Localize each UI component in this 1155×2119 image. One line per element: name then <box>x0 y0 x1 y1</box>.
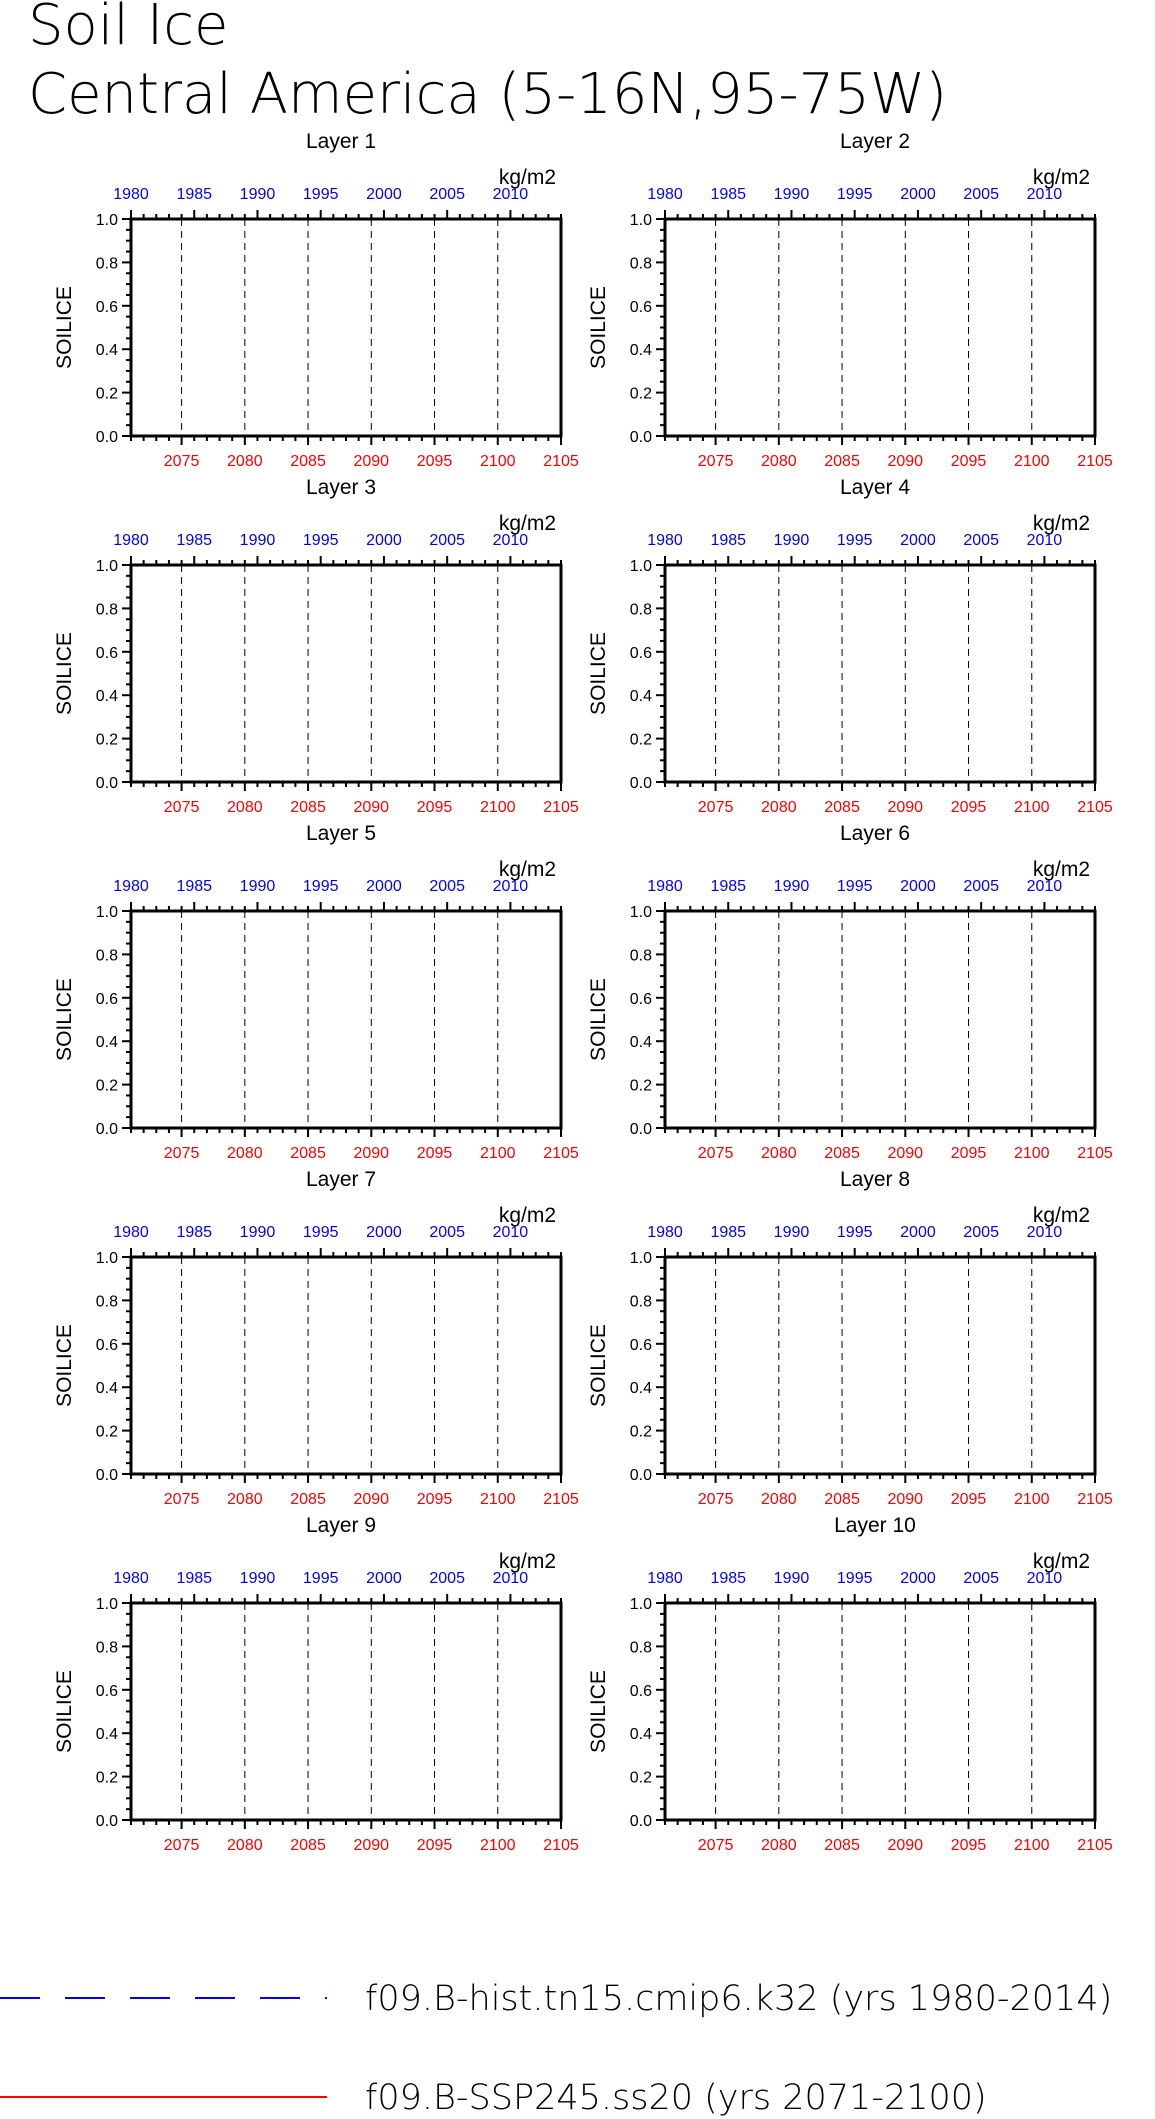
y-tick-label: 0.8 <box>95 1639 118 1657</box>
x-tick-label-bottom: 2080 <box>227 1491 263 1508</box>
x-tick-label-top: 2000 <box>366 186 402 203</box>
x-tick-label-top: 1990 <box>773 532 810 549</box>
x-tick-label-bottom: 2080 <box>227 453 263 470</box>
x-tick-label-top: 2005 <box>963 532 999 549</box>
x-tick-label-bottom: 2080 <box>761 1145 797 1162</box>
x-tick-label-top: 2010 <box>1026 878 1063 895</box>
y-tick-label: 0.2 <box>629 1077 652 1095</box>
y-tick-label: 0.8 <box>95 255 118 273</box>
x-tick-label-bottom: 2080 <box>761 1837 797 1854</box>
x-tick-label-bottom: 2105 <box>1077 1145 1113 1162</box>
y-tick-label: 0.0 <box>95 775 118 792</box>
y-tick-label: 0.0 <box>95 429 118 446</box>
title-line-2: Central America (5-16N,95-75W) <box>28 62 948 127</box>
y-tick-label: 0.2 <box>629 1769 652 1787</box>
y-tick-label: 0.4 <box>95 342 118 360</box>
x-tick-label-top: 1995 <box>302 186 339 203</box>
y-tick-label: 1.0 <box>629 1596 652 1613</box>
y-tick-label: 0.0 <box>95 1467 118 1484</box>
legend-label-1: f09.B-hist.tn15.cmip6.k32 (yrs 1980-2014) <box>365 1979 1113 2019</box>
x-tick-label-top: 2005 <box>963 878 999 895</box>
x-tick-label-bottom: 2095 <box>950 1491 987 1508</box>
y-tick-label: 0.2 <box>629 731 652 749</box>
units-label: kg/m2 <box>1032 1550 1090 1573</box>
x-tick-label-top: 2000 <box>366 1570 402 1587</box>
y-tick-label: 0.0 <box>629 775 652 792</box>
x-tick-label-top: 1990 <box>239 186 276 203</box>
y-tick-label: 0.2 <box>95 1077 118 1095</box>
x-tick-label-bottom: 2090 <box>353 1145 390 1162</box>
x-tick-label-bottom: 2105 <box>1077 1491 1113 1508</box>
x-tick-label-top: 1995 <box>302 878 339 895</box>
y-tick-label: 0.8 <box>629 947 652 965</box>
y-tick-label: 0.6 <box>629 298 652 316</box>
x-tick-label-top: 2000 <box>900 1224 936 1241</box>
x-tick-label-bottom: 2090 <box>887 1837 924 1854</box>
x-tick-label-top: 1995 <box>836 878 873 895</box>
x-tick-label-top: 1985 <box>710 532 747 549</box>
x-tick-label-top: 2000 <box>900 186 936 203</box>
y-tick-label: 0.6 <box>95 644 118 662</box>
x-tick-label-bottom: 2095 <box>950 453 987 470</box>
y-tick-label: 0.4 <box>629 342 652 360</box>
x-tick-label-top: 1995 <box>836 1570 873 1587</box>
x-tick-label-bottom: 2100 <box>1013 1837 1050 1854</box>
x-tick-label-bottom: 2095 <box>416 453 453 470</box>
x-tick-label-bottom: 2080 <box>227 1145 263 1162</box>
x-tick-label-bottom: 2100 <box>1013 453 1050 470</box>
y-tick-label: 1.0 <box>95 558 118 575</box>
x-tick-label-top: 2000 <box>366 532 402 549</box>
panel-title: Layer 2 <box>839 130 911 153</box>
x-tick-label-bottom: 2100 <box>1013 799 1050 816</box>
plot-frame <box>131 911 561 1128</box>
legend <box>0 1979 1112 2118</box>
y-tick-label: 0.0 <box>95 1121 118 1138</box>
y-axis-label: SOILICE <box>53 286 76 369</box>
x-tick-label-top: 1990 <box>773 186 810 203</box>
y-tick-label: 1.0 <box>629 558 652 575</box>
y-tick-label: 0.6 <box>629 1682 652 1700</box>
x-tick-label-top: 1980 <box>113 1570 149 1587</box>
y-tick-label: 0.6 <box>95 298 118 316</box>
units-label: kg/m2 <box>498 1204 556 1227</box>
x-tick-label-top: 1985 <box>710 186 747 203</box>
plot-frame <box>131 565 561 782</box>
x-tick-label-bottom: 2075 <box>163 799 200 816</box>
x-tick-label-bottom: 2105 <box>543 453 579 470</box>
panel-10 <box>587 1514 1113 1854</box>
x-tick-label-bottom: 2075 <box>697 799 734 816</box>
y-tick-label: 1.0 <box>629 1250 652 1267</box>
x-tick-label-top: 1995 <box>836 532 873 549</box>
y-tick-label: 0.0 <box>95 1813 118 1830</box>
y-tick-label: 0.4 <box>95 1726 118 1744</box>
y-tick-label: 0.6 <box>95 1336 118 1354</box>
panel-title: Layer 3 <box>305 476 377 499</box>
x-tick-label-top: 2000 <box>366 878 402 895</box>
x-tick-label-bottom: 2085 <box>824 453 860 470</box>
x-tick-label-top: 2005 <box>429 186 465 203</box>
y-axis-label: SOILICE <box>53 1670 76 1753</box>
x-tick-label-top: 1985 <box>176 186 213 203</box>
x-tick-label-bottom: 2085 <box>824 799 860 816</box>
x-tick-label-top: 1990 <box>773 1224 810 1241</box>
y-tick-label: 0.2 <box>95 1769 118 1787</box>
x-tick-label-bottom: 2105 <box>543 799 579 816</box>
panel-5 <box>53 822 579 1162</box>
units-label: kg/m2 <box>1032 166 1090 189</box>
x-tick-label-top: 2010 <box>492 532 529 549</box>
x-tick-label-bottom: 2090 <box>887 799 924 816</box>
y-tick-label: 0.8 <box>629 1639 652 1657</box>
units-label: kg/m2 <box>498 858 556 881</box>
plot-frame <box>665 565 1095 782</box>
x-tick-label-top: 1985 <box>176 1570 213 1587</box>
x-tick-label-top: 1985 <box>710 878 747 895</box>
x-tick-label-top: 1995 <box>302 532 339 549</box>
y-tick-label: 0.2 <box>95 1423 118 1441</box>
x-tick-label-bottom: 2075 <box>163 1837 200 1854</box>
x-tick-label-top: 1980 <box>113 1224 149 1241</box>
y-tick-label: 0.0 <box>629 1121 652 1138</box>
x-tick-label-top: 2000 <box>900 1570 936 1587</box>
legend-label-2: f09.B-SSP245.ss20 (yrs 2071-2100) <box>365 2078 987 2118</box>
x-tick-label-bottom: 2090 <box>353 1491 390 1508</box>
y-tick-label: 0.2 <box>629 385 652 403</box>
panel-2 <box>587 130 1113 470</box>
x-tick-label-bottom: 2100 <box>479 1491 516 1508</box>
y-axis-label: SOILICE <box>587 632 610 715</box>
x-tick-label-bottom: 2105 <box>1077 799 1113 816</box>
panel-4 <box>587 476 1113 816</box>
panel-title: Layer 4 <box>839 476 911 499</box>
x-tick-label-top: 2010 <box>492 186 529 203</box>
panel-title: Layer 10 <box>834 1514 916 1537</box>
plot-frame <box>665 911 1095 1128</box>
x-tick-label-top: 1980 <box>647 1570 683 1587</box>
y-tick-label: 0.8 <box>95 947 118 965</box>
x-tick-label-bottom: 2095 <box>416 1837 453 1854</box>
x-tick-label-top: 1985 <box>710 1570 747 1587</box>
plot-frame <box>131 1257 561 1474</box>
y-tick-label: 0.6 <box>95 1682 118 1700</box>
x-tick-label-bottom: 2095 <box>416 1145 453 1162</box>
x-tick-label-top: 1990 <box>239 1224 276 1241</box>
x-tick-label-bottom: 2100 <box>479 799 516 816</box>
panel-1 <box>53 130 579 470</box>
x-tick-label-bottom: 2085 <box>290 1145 326 1162</box>
y-tick-label: 1.0 <box>95 1596 118 1613</box>
x-tick-label-bottom: 2075 <box>163 1145 200 1162</box>
x-tick-label-bottom: 2100 <box>1013 1145 1050 1162</box>
x-tick-label-bottom: 2080 <box>761 1491 797 1508</box>
units-label: kg/m2 <box>1032 858 1090 881</box>
x-tick-label-top: 2005 <box>429 1570 465 1587</box>
x-tick-label-top: 2000 <box>900 532 936 549</box>
x-tick-label-bottom: 2105 <box>543 1145 579 1162</box>
x-tick-label-top: 2010 <box>1026 186 1063 203</box>
x-tick-label-bottom: 2100 <box>479 453 516 470</box>
y-axis-label: SOILICE <box>587 286 610 369</box>
y-tick-label: 0.4 <box>95 1034 118 1052</box>
x-tick-label-top: 1990 <box>239 878 276 895</box>
x-tick-label-top: 1980 <box>647 878 683 895</box>
x-tick-label-bottom: 2105 <box>543 1491 579 1508</box>
x-tick-label-top: 2005 <box>429 1224 465 1241</box>
y-tick-label: 0.6 <box>95 990 118 1008</box>
y-tick-label: 0.4 <box>95 1380 118 1398</box>
x-tick-label-top: 2005 <box>429 532 465 549</box>
x-tick-label-bottom: 2105 <box>1077 453 1113 470</box>
x-tick-label-bottom: 2085 <box>290 453 326 470</box>
y-axis-label: SOILICE <box>587 978 610 1061</box>
x-tick-label-top: 2005 <box>963 1570 999 1587</box>
x-tick-label-top: 1995 <box>836 186 873 203</box>
x-tick-label-top: 1985 <box>176 878 213 895</box>
plot-frame <box>665 1257 1095 1474</box>
x-tick-label-top: 1980 <box>647 1224 683 1241</box>
y-tick-label: 0.4 <box>629 1034 652 1052</box>
y-tick-label: 1.0 <box>629 904 652 921</box>
x-tick-label-top: 1995 <box>302 1224 339 1241</box>
x-tick-label-bottom: 2090 <box>353 1837 390 1854</box>
x-tick-label-bottom: 2090 <box>353 453 390 470</box>
x-tick-label-bottom: 2100 <box>479 1837 516 1854</box>
panel-title: Layer 8 <box>839 1168 911 1191</box>
plot-frame <box>665 1603 1095 1820</box>
units-label: kg/m2 <box>1032 512 1090 535</box>
panels-grid <box>53 130 1113 1854</box>
y-tick-label: 0.4 <box>629 1726 652 1744</box>
x-tick-label-top: 1980 <box>113 186 149 203</box>
x-tick-label-top: 2000 <box>366 1224 402 1241</box>
panel-8 <box>587 1168 1113 1508</box>
y-tick-label: 1.0 <box>95 904 118 921</box>
x-tick-label-bottom: 2090 <box>887 1145 924 1162</box>
x-tick-label-bottom: 2075 <box>163 453 200 470</box>
x-tick-label-bottom: 2090 <box>887 1491 924 1508</box>
y-tick-label: 0.2 <box>629 1423 652 1441</box>
y-tick-label: 0.8 <box>95 601 118 619</box>
x-tick-label-bottom: 2100 <box>1013 1491 1050 1508</box>
y-axis-label: SOILICE <box>587 1324 610 1407</box>
x-tick-label-top: 2010 <box>1026 532 1063 549</box>
y-tick-label: 0.4 <box>629 688 652 706</box>
panel-title: Layer 5 <box>305 822 377 845</box>
units-label: kg/m2 <box>1032 1204 1090 1227</box>
y-tick-label: 0.8 <box>629 255 652 273</box>
x-tick-label-top: 1990 <box>773 1570 810 1587</box>
y-tick-label: 0.6 <box>629 1336 652 1354</box>
x-tick-label-bottom: 2085 <box>290 799 326 816</box>
x-tick-label-bottom: 2095 <box>950 799 987 816</box>
plot-frame <box>131 1603 561 1820</box>
y-tick-label: 0.8 <box>95 1293 118 1311</box>
panel-7 <box>53 1168 579 1508</box>
x-tick-label-bottom: 2085 <box>290 1837 326 1854</box>
x-tick-label-top: 1980 <box>113 532 149 549</box>
y-tick-label: 1.0 <box>95 212 118 229</box>
x-tick-label-top: 2010 <box>492 1224 529 1241</box>
y-tick-label: 0.4 <box>95 688 118 706</box>
y-tick-label: 1.0 <box>629 212 652 229</box>
units-label: kg/m2 <box>498 512 556 535</box>
panel-6 <box>587 822 1113 1162</box>
x-tick-label-bottom: 2075 <box>697 1145 734 1162</box>
panel-title: Layer 6 <box>839 822 911 845</box>
y-axis-label: SOILICE <box>53 632 76 715</box>
x-tick-label-top: 1995 <box>302 1570 339 1587</box>
x-tick-label-bottom: 2085 <box>824 1145 860 1162</box>
x-tick-label-bottom: 2105 <box>1077 1837 1113 1854</box>
x-tick-label-top: 2005 <box>963 1224 999 1241</box>
x-tick-label-top: 1990 <box>239 1570 276 1587</box>
x-tick-label-bottom: 2075 <box>697 1491 734 1508</box>
title-line-1: Soil Ice <box>28 0 229 58</box>
plot-frame <box>665 219 1095 436</box>
y-tick-label: 0.8 <box>629 601 652 619</box>
x-tick-label-top: 1980 <box>647 532 683 549</box>
x-tick-label-bottom: 2085 <box>290 1491 326 1508</box>
y-axis-label: SOILICE <box>587 1670 610 1753</box>
x-tick-label-top: 2005 <box>429 878 465 895</box>
panel-title: Layer 7 <box>305 1168 377 1191</box>
units-label: kg/m2 <box>498 166 556 189</box>
x-tick-label-bottom: 2095 <box>950 1837 987 1854</box>
units-label: kg/m2 <box>498 1550 556 1573</box>
panel-9 <box>53 1514 579 1854</box>
x-tick-label-bottom: 2095 <box>416 799 453 816</box>
x-tick-label-bottom: 2075 <box>163 1491 200 1508</box>
y-tick-label: 0.6 <box>629 644 652 662</box>
x-tick-label-bottom: 2080 <box>227 799 263 816</box>
y-tick-label: 0.6 <box>629 990 652 1008</box>
y-tick-label: 1.0 <box>95 1250 118 1267</box>
y-tick-label: 0.0 <box>629 1467 652 1484</box>
x-tick-label-top: 2010 <box>492 878 529 895</box>
x-tick-label-top: 2000 <box>900 878 936 895</box>
x-tick-label-bottom: 2075 <box>697 453 734 470</box>
y-tick-label: 0.0 <box>629 429 652 446</box>
x-tick-label-bottom: 2090 <box>353 799 390 816</box>
y-axis-label: SOILICE <box>53 978 76 1061</box>
y-axis-label: SOILICE <box>53 1324 76 1407</box>
panel-3 <box>53 476 579 816</box>
x-tick-label-bottom: 2085 <box>824 1837 860 1854</box>
x-tick-label-bottom: 2080 <box>761 453 797 470</box>
plot-frame <box>131 219 561 436</box>
y-tick-label: 0.4 <box>629 1380 652 1398</box>
x-tick-label-top: 1985 <box>710 1224 747 1241</box>
panel-title: Layer 1 <box>305 130 377 153</box>
x-tick-label-top: 1985 <box>176 1224 213 1241</box>
x-tick-label-top: 1980 <box>113 878 149 895</box>
x-tick-label-top: 1990 <box>239 532 276 549</box>
x-tick-label-top: 1995 <box>836 1224 873 1241</box>
x-tick-label-bottom: 2095 <box>416 1491 453 1508</box>
panel-title: Layer 9 <box>305 1514 377 1537</box>
x-tick-label-bottom: 2105 <box>543 1837 579 1854</box>
x-tick-label-top: 2010 <box>1026 1224 1063 1241</box>
x-tick-label-top: 2010 <box>1026 1570 1063 1587</box>
x-tick-label-bottom: 2075 <box>697 1837 734 1854</box>
y-tick-label: 0.2 <box>95 731 118 749</box>
y-tick-label: 0.2 <box>95 385 118 403</box>
x-tick-label-bottom: 2085 <box>824 1491 860 1508</box>
y-tick-label: 0.0 <box>629 1813 652 1830</box>
x-tick-label-bottom: 2095 <box>950 1145 987 1162</box>
x-tick-label-top: 1980 <box>647 186 683 203</box>
x-tick-label-bottom: 2080 <box>761 799 797 816</box>
x-tick-label-top: 1990 <box>773 878 810 895</box>
x-tick-label-bottom: 2090 <box>887 453 924 470</box>
x-tick-label-top: 2010 <box>492 1570 529 1587</box>
y-tick-label: 0.8 <box>629 1293 652 1311</box>
x-tick-label-bottom: 2080 <box>227 1837 263 1854</box>
x-tick-label-top: 2005 <box>963 186 999 203</box>
x-tick-label-bottom: 2100 <box>479 1145 516 1162</box>
x-tick-label-top: 1985 <box>176 532 213 549</box>
